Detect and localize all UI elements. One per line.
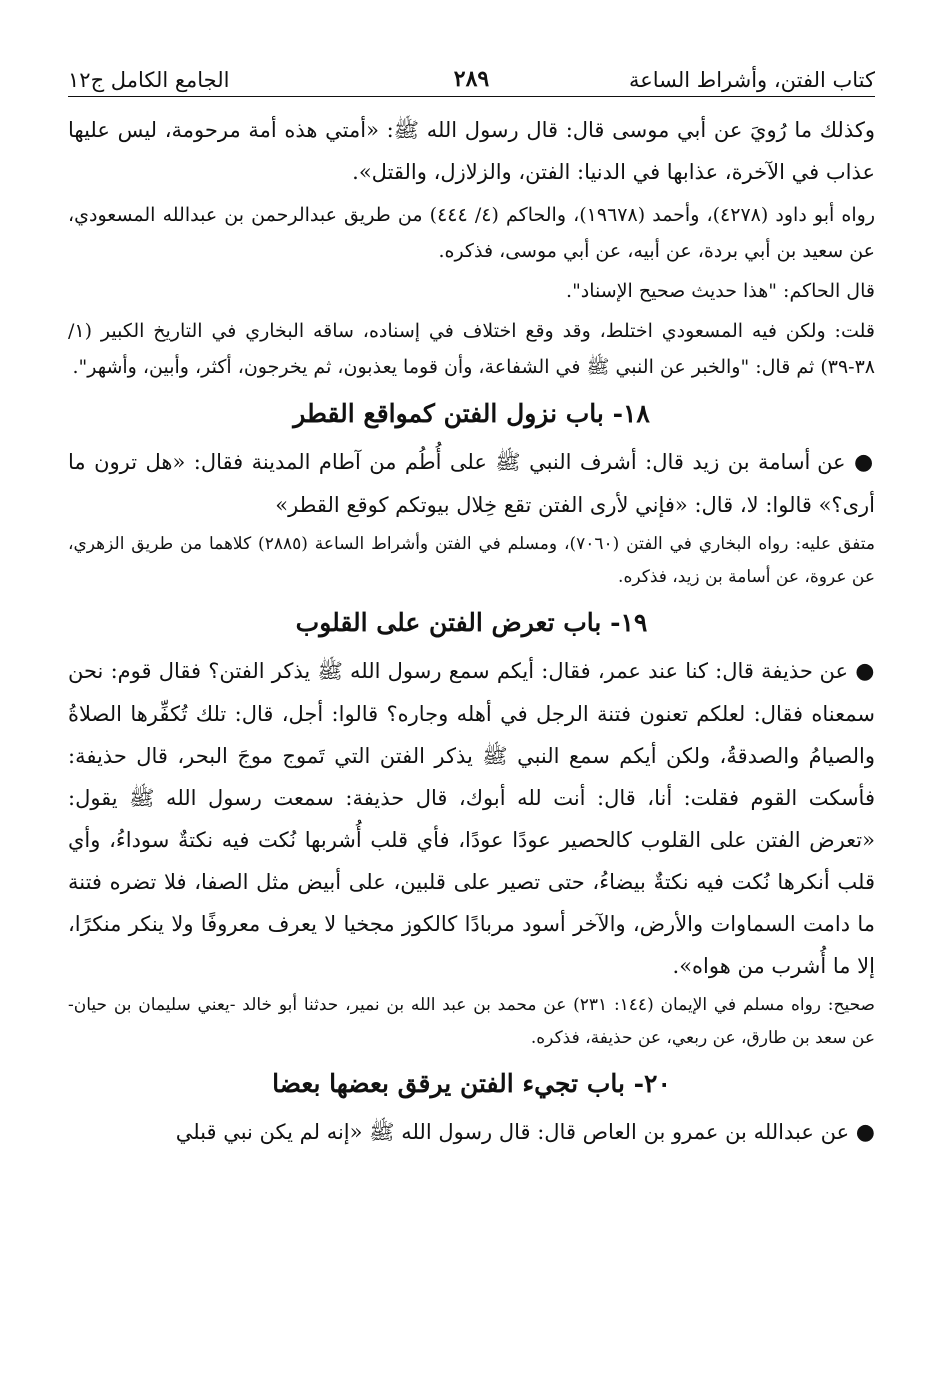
hadith-19-text: عن حذيفة قال: كنا عند عمر، فقال: أيكم سمع رسول الله ﷺ يذكر الفتن؟ فقال قوم: نحن سمعناه فقال: لعلكم تعنون فتنة الرجل في أهله وجاره؟ قالوا: أجل، قال: تلك تُكفِّرها الصلاةُ والصيامُ والصدقةُ، ولكن أيكم سمع النبي ﷺ يذكر الفتن التي تَموج موجَ البحر، قال حذيفة: فأسكت القوم فقلت: أنا، قال: أنت لله أبوك، قال حذيفة: سمعت رسول الله ﷺ يقول: «تعرض الفتن على القلوب كالحصير عودًا عودًا، فأي قلب أُشربها نُكت فيه نكتةٌ سوداءُ، وأي قلب أنكرها نُكت فيه نكتةٌ بيضاءُ، حتى تصير على قلبين، على أبيض مثل الصفا، فلا تضره فتنة ما دامت السماوات والأرض، والآخر أسود مربادًا كالكوز مجخيا لا يعرف معروفًا ولا ينكر منكرًا، إلا ما أُشرب من هواه». bbox=[68, 659, 875, 978]
section-heading-20: ٢٠- باب تجيء الفتن يرقق بعضها بعضا bbox=[272, 1069, 671, 1098]
hadith-20-text: عن عبدالله بن عمرو بن العاص قال: قال رسول الله ﷺ «إنه لم يكن نبي قبلي bbox=[175, 1120, 850, 1144]
bullet-icon: ● bbox=[855, 1120, 875, 1145]
takhrij-18: متفق عليه: رواه البخاري في الفتن (٧٠٦٠)، ومسلم في الفتن وأشراط الساعة (٢٨٨٥) كلاهما من طريق الزهري، عن عروة، عن أسامة بن زيد، فذكره. bbox=[68, 534, 875, 587]
section-heading-19: ١٩- باب تعرض الفتن على القلوب bbox=[295, 608, 648, 637]
book-title: الجامع الكامل ج١٢ bbox=[68, 68, 230, 92]
intro-paragraph-1: وكذلك ما رُويَ عن أبي موسى قال: قال رسول الله ﷺ: «أمتي هذه أمة مرحومة، ليس عليها عذاب في الآخرة، عذابها في الدنيا: الفتن، والزلازل، والقتل». bbox=[68, 118, 875, 184]
author-comment: قلت: ولكن فيه المسعودي اختلط، وقد وقع اختلاف في إسناده، ساقه البخاري في التاريخ الكبير (١/ ٣٨-٣٩) ثم قال: "والخبر عن النبي ﷺ في الشفاعة، وأن قوما يعذبون، ثم يخرجون، أكثر، وأبين، وأشهر". bbox=[68, 320, 875, 378]
page-number: ٢٨٩ bbox=[453, 66, 490, 92]
hakim-note: قال الحاكم: "هذا حديث صحيح الإسناد". bbox=[566, 280, 875, 302]
hadith-18 bbox=[68, 441, 875, 526]
hadith-18-text: عن أسامة بن زيد قال: أشرف النبي ﷺ على أُطُم من آطام المدينة فقال: «هل ترون ما أرى؟» قالوا: لا، قال: «فإني لأرى الفتن تقع خِلال بيوتكم كوقع القطر» bbox=[68, 450, 875, 517]
bullet-icon: ● bbox=[854, 450, 875, 475]
page-header bbox=[68, 52, 875, 97]
intro-takhrij: رواه أبو داود (٤٢٧٨)، وأحمد (١٩٦٧٨)، والحاكم (٤/ ٤٤٤) من طريق عبدالرحمن بن عبدالله المسعودي، عن سعيد بن أبي بردة، عن أبيه، عن أبي موسى، فذكره. bbox=[68, 204, 875, 262]
section-heading-18: ١٨- باب نزول الفتن كمواقع القطر bbox=[293, 399, 650, 428]
bullet-icon: ● bbox=[855, 659, 875, 684]
takhrij-19: صحيح: رواه مسلم في الإيمان (١٤٤: ٢٣١) عن محمد بن عبد الله بن نمير، حدثنا أبو خالد -يعني سليمان بن حيان- عن سعد بن طارق، عن ربعي، عن حذيفة، فذكره. bbox=[68, 995, 875, 1048]
hadith-20 bbox=[68, 1111, 875, 1154]
chapter-title: كتاب الفتن، وأشراط الساعة bbox=[628, 68, 875, 92]
hadith-19 bbox=[68, 650, 875, 987]
